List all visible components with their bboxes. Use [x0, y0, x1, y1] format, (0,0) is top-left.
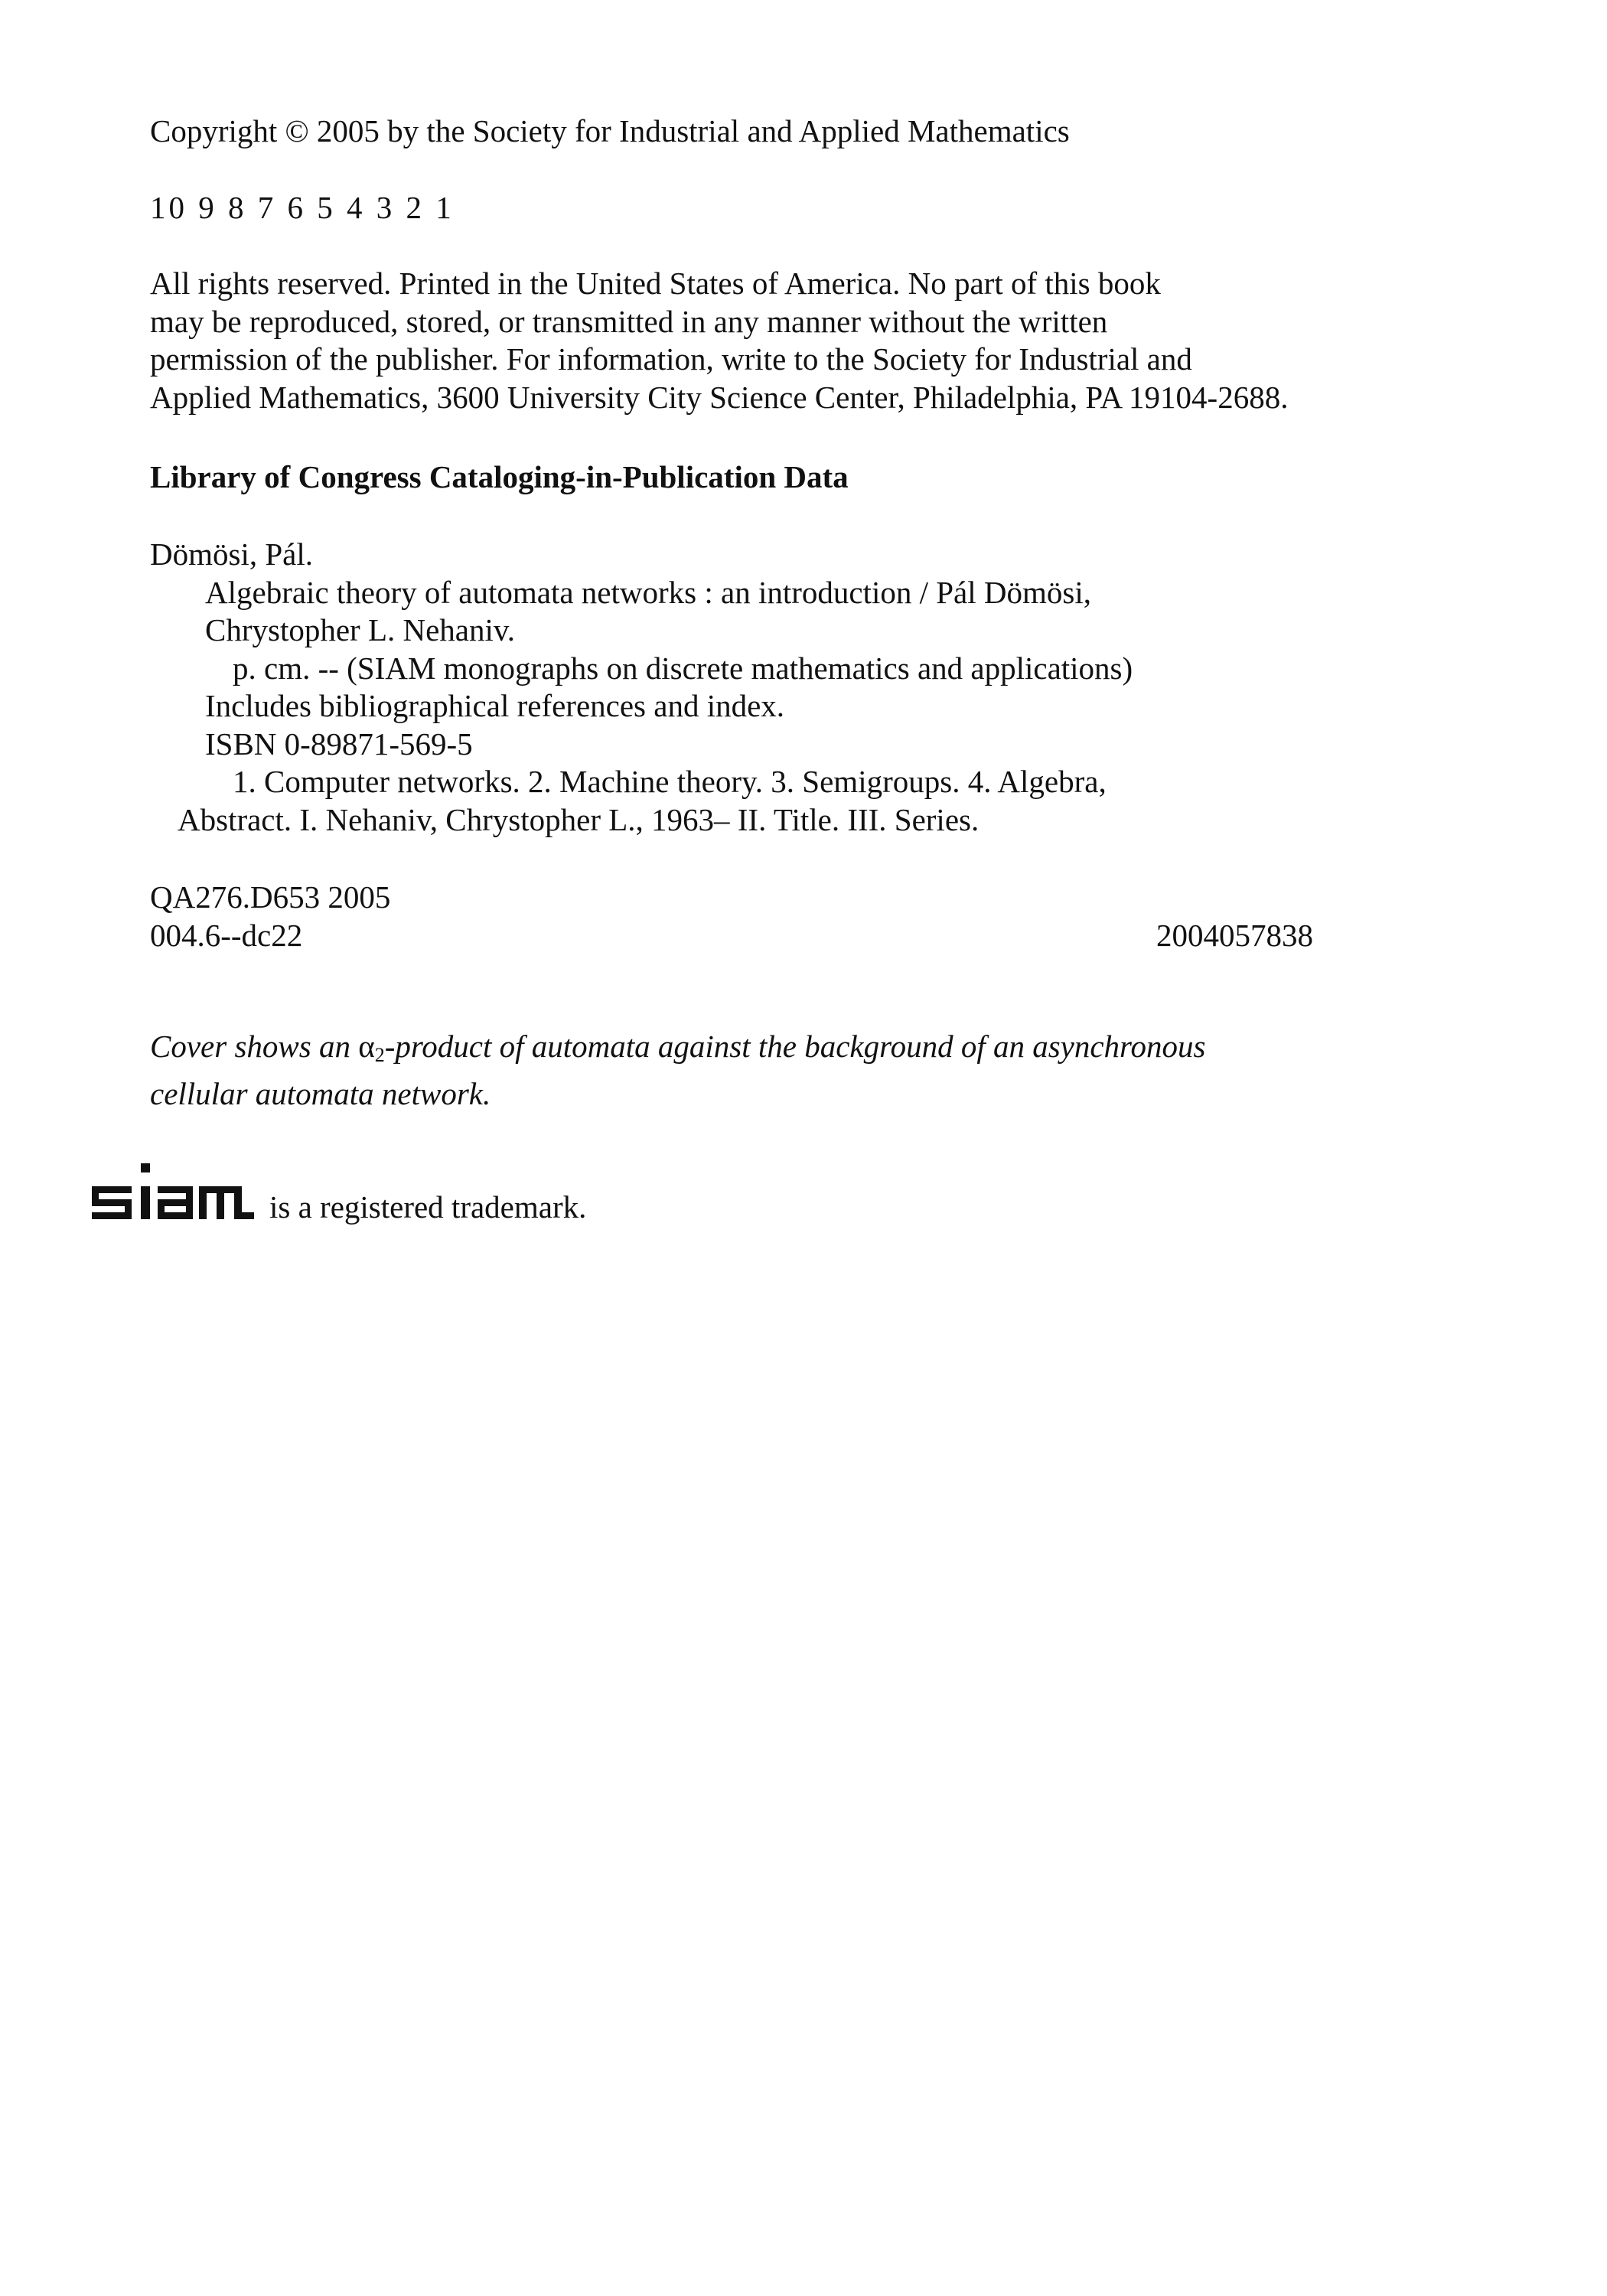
cip-subjects-line: Abstract. I. Nehaniv, Chrystopher L., 1963– II. Title. III. Series. — [178, 801, 980, 837]
trademark-line — [92, 1163, 587, 1225]
dewey-row — [150, 917, 1313, 955]
cip-heading: Library of Congress Cataloging-in-Publication Data — [150, 459, 849, 494]
alpha-subscript: 2 — [374, 1044, 385, 1066]
siam-logo — [92, 1163, 254, 1221]
alpha-symbol — [358, 1029, 384, 1064]
trademark-text: is a registered trademark. — [269, 1189, 587, 1225]
cip-pagination: p. cm. -- (SIAM monographs on discrete mathematics and applications) — [233, 650, 1133, 686]
lccn: 2004057838 — [1156, 917, 1313, 953]
cip-author: Dömösi, Pál. — [150, 536, 313, 572]
cip-isbn: ISBN 0-89871-569-5 — [205, 726, 473, 762]
rights-line: Applied Mathematics, 3600 University City Science Center, Philadelphia, PA 19104-2688. — [150, 379, 1289, 415]
cip-record — [150, 536, 1344, 839]
cover-note-prefix: Cover shows an — [150, 1029, 359, 1064]
copyright-notice: Copyright © 2005 by the Society for Industrial and Applied Mathematics — [150, 113, 1070, 148]
lc-call-number: QA276.D653 2005 — [150, 879, 391, 915]
rights-line: permission of the publisher. For information, write to the Society for Industrial and — [150, 341, 1192, 377]
cover-note — [150, 1027, 1344, 1113]
cip-subjects-line: 1. Computer networks. 2. Machine theory. 3. Semigroups. 4. Algebra, — [233, 764, 1107, 799]
cip-title-line: Algebraic theory of automata networks : an introduction / Pál Dömösi, — [205, 574, 1091, 610]
cip-includes: Includes bibliographical references and index. — [205, 688, 785, 723]
alpha-letter: α — [358, 1029, 375, 1064]
dewey-number: 004.6--dc22 — [150, 917, 303, 953]
cip-title-line: Chrystopher L. Nehaniv. — [205, 612, 515, 647]
cover-note-line: cellular automata network. — [150, 1076, 491, 1111]
cover-note-suffix: -product of automata against the background of an asynchronous — [384, 1029, 1206, 1064]
printing-line: 10 9 8 7 6 5 4 3 2 1 — [150, 190, 455, 225]
classification-block — [150, 879, 1313, 954]
siam-logo-icon — [92, 1163, 254, 1221]
rights-statement — [150, 265, 1344, 416]
rights-line: may be reproduced, stored, or transmitted in any manner without the written — [150, 303, 1108, 339]
rights-line: All rights reserved. Printed in the United States of America. No part of this book — [150, 266, 1161, 301]
cover-note-line — [150, 1027, 1344, 1075]
